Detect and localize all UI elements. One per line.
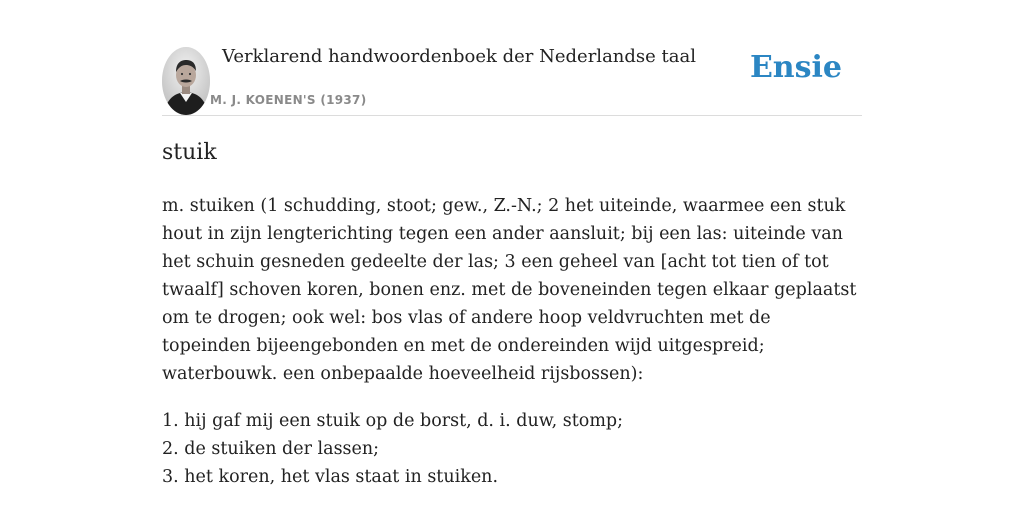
entry-definition: m. stuiken (1 schudding, stoot; gew., Z.-N.; 2 het uiteinde, waarmee een stuk hout in zijn lengterichting tegen een ander aansluit; bij een las: uiteinde van het schuin gesneden gedeelte der las; 3 een geheel van [acht tot tien of tot twaalf] schoven koren, bonen enz. met de boveneinden tegen elkaar geplaatst om te drogen; ook wel: bos vlas of andere hoop veldvruchten met de topeinden bijeengebonden en met de ondereinden wijd uitgespreid; waterbouwk. een onbepaalde hoeveelheid rijsbossen): (162, 196, 857, 384)
example-item: 2. de stuiken der lassen; (162, 439, 380, 459)
entry-examples (162, 407, 862, 491)
entry-headword: stuik (162, 140, 217, 165)
author-credit: M. J. KOENEN'S (1937) (210, 93, 367, 107)
example-item: 3. het koren, het vlas staat in stuiken. (162, 467, 499, 487)
dictionary-header (162, 45, 862, 116)
ensie-logo[interactable]: Ensie (749, 50, 842, 85)
dictionary-title[interactable]: Verklarend handwoordenboek der Nederlandse taal (222, 46, 696, 67)
example-item: 1. hij gaf mij een stuik op de borst, d. i. duw, stomp; (162, 411, 624, 431)
author-portrait (162, 47, 210, 115)
